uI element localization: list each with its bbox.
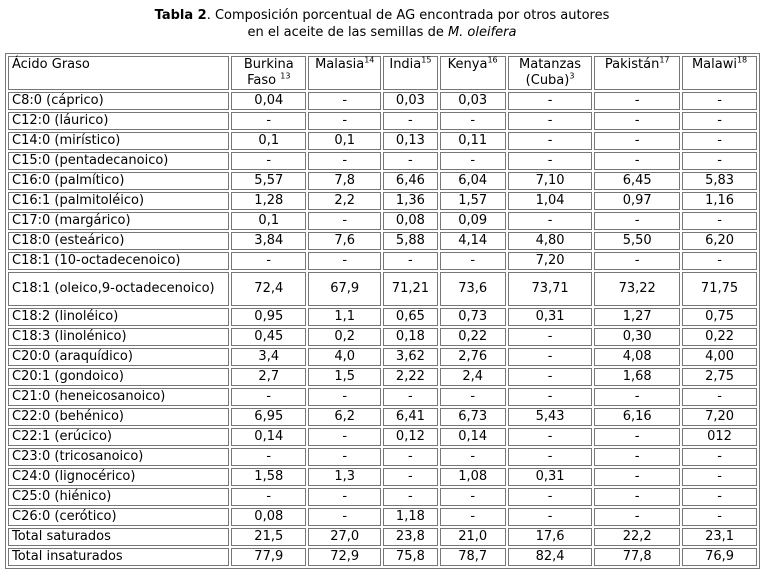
value-cell: 0,22 bbox=[682, 328, 757, 346]
value-cell: 6,16 bbox=[594, 408, 680, 426]
table-row bbox=[8, 528, 757, 546]
value-cell: 73,71 bbox=[508, 272, 593, 306]
value-cell: 73,22 bbox=[594, 272, 680, 306]
table-row bbox=[8, 232, 757, 250]
value-cell: 4,08 bbox=[594, 348, 680, 366]
value-cell: - bbox=[383, 448, 437, 466]
value-cell: - bbox=[508, 212, 593, 230]
value-cell: - bbox=[508, 348, 593, 366]
value-cell: - bbox=[383, 388, 437, 406]
table-row bbox=[8, 92, 757, 110]
value-cell: 1,58 bbox=[231, 468, 306, 486]
value-cell: - bbox=[308, 448, 381, 466]
value-cell: 71,75 bbox=[682, 272, 757, 306]
value-cell: 0,22 bbox=[440, 328, 506, 346]
value-cell: 0,12 bbox=[383, 428, 437, 446]
table-row bbox=[8, 428, 757, 446]
value-cell: 0,30 bbox=[594, 328, 680, 346]
value-cell: 23,1 bbox=[682, 528, 757, 546]
header-cuba-label: (Cuba) bbox=[525, 73, 570, 88]
value-cell: 4,00 bbox=[682, 348, 757, 366]
fatty-acid-name-cell: C17:0 (margárico) bbox=[8, 212, 229, 230]
table-row bbox=[8, 252, 757, 270]
value-cell: 72,4 bbox=[231, 272, 306, 306]
value-cell: - bbox=[308, 212, 381, 230]
value-cell: 1,28 bbox=[231, 192, 306, 210]
value-cell: - bbox=[594, 388, 680, 406]
value-cell: 6,45 bbox=[594, 172, 680, 190]
value-cell: - bbox=[508, 368, 593, 386]
value-cell: 5,57 bbox=[231, 172, 306, 190]
header-burkina-label: Burkina bbox=[243, 57, 294, 72]
value-cell: - bbox=[594, 132, 680, 150]
value-cell: - bbox=[508, 152, 593, 170]
value-cell: - bbox=[440, 448, 506, 466]
header-fatty-acid-label: Ácido Graso bbox=[12, 57, 90, 72]
value-cell: - bbox=[682, 388, 757, 406]
fatty-acid-name-cell: C21:0 (heneicosanoico) bbox=[8, 388, 229, 406]
value-cell: 1,08 bbox=[440, 468, 506, 486]
value-cell: - bbox=[682, 508, 757, 526]
value-cell: 21,0 bbox=[440, 528, 506, 546]
value-cell: - bbox=[682, 132, 757, 150]
header-kenya-ref: 16 bbox=[487, 55, 498, 65]
value-cell: - bbox=[383, 468, 437, 486]
header-kenya bbox=[440, 56, 506, 90]
fatty-acid-name-cell: C23:0 (tricosanoico) bbox=[8, 448, 229, 466]
fatty-acid-name-cell: C24:0 (lignocérico) bbox=[8, 468, 229, 486]
value-cell: - bbox=[508, 508, 593, 526]
value-cell: 0,03 bbox=[383, 92, 437, 110]
caption-text: . Composición porcentual de AG encontrada por otros autores bbox=[206, 8, 610, 23]
value-cell: 0,75 bbox=[682, 308, 757, 326]
fatty-acid-name-cell: Total insaturados bbox=[8, 548, 229, 566]
value-cell: - bbox=[508, 328, 593, 346]
value-cell: - bbox=[508, 112, 593, 130]
table-row bbox=[8, 488, 757, 506]
fatty-acid-name-cell: C15:0 (pentadecanoico) bbox=[8, 152, 229, 170]
value-cell: - bbox=[440, 112, 506, 130]
table-row bbox=[8, 272, 757, 306]
header-burkina-ref: 13 bbox=[280, 71, 291, 81]
fatty-acid-name-cell: C18:1 (10-octadecenoico) bbox=[8, 252, 229, 270]
header-india-label: India bbox=[389, 57, 422, 72]
fatty-acid-name-cell: C22:1 (erúcico) bbox=[8, 428, 229, 446]
header-kenya-label: Kenya bbox=[447, 57, 488, 72]
value-cell: 0,1 bbox=[231, 212, 306, 230]
fatty-acid-name-cell: C14:0 (mirístico) bbox=[8, 132, 229, 150]
value-cell: 6,2 bbox=[308, 408, 381, 426]
value-cell: 2,22 bbox=[383, 368, 437, 386]
table-row bbox=[8, 388, 757, 406]
value-cell: 1,16 bbox=[682, 192, 757, 210]
value-cell: - bbox=[383, 152, 437, 170]
value-cell: 0,1 bbox=[231, 132, 306, 150]
value-cell: 2,76 bbox=[440, 348, 506, 366]
fatty-acid-name-cell: C18:1 (oleico,9-octadecenoico) bbox=[8, 272, 229, 306]
value-cell: - bbox=[440, 508, 506, 526]
value-cell: 75,8 bbox=[383, 548, 437, 566]
header-matanzas bbox=[508, 56, 593, 90]
value-cell: 7,20 bbox=[508, 252, 593, 270]
fatty-acid-table bbox=[5, 53, 760, 569]
value-cell: - bbox=[308, 92, 381, 110]
value-cell: - bbox=[594, 488, 680, 506]
value-cell: - bbox=[594, 252, 680, 270]
header-malawi-ref: 18 bbox=[736, 55, 748, 65]
value-cell: 1,68 bbox=[594, 368, 680, 386]
value-cell: - bbox=[231, 488, 306, 506]
table-row bbox=[8, 192, 757, 210]
fatty-acid-name-cell: C18:3 (linolénico) bbox=[8, 328, 229, 346]
value-cell: 0,14 bbox=[440, 428, 506, 446]
value-cell: 17,6 bbox=[508, 528, 593, 546]
fatty-acid-name-cell: C25:0 (hiénico) bbox=[8, 488, 229, 506]
table-caption bbox=[0, 0, 764, 38]
value-cell: 2,7 bbox=[231, 368, 306, 386]
value-cell: 67,9 bbox=[308, 272, 381, 306]
value-cell: - bbox=[508, 488, 593, 506]
value-cell: 6,46 bbox=[383, 172, 437, 190]
value-cell: 7,6 bbox=[308, 232, 381, 250]
value-cell: 0,31 bbox=[508, 308, 593, 326]
value-cell: - bbox=[682, 468, 757, 486]
value-cell: - bbox=[308, 252, 381, 270]
value-cell: - bbox=[594, 468, 680, 486]
header-matanzas-label: Matanzas bbox=[519, 57, 582, 72]
header-pakistan-ref: 17 bbox=[659, 55, 670, 65]
table-row bbox=[8, 328, 757, 346]
fatty-acid-name-cell: C12:0 (láurico) bbox=[8, 112, 229, 130]
value-cell: 5,43 bbox=[508, 408, 593, 426]
value-cell: - bbox=[308, 152, 381, 170]
value-cell: 0,09 bbox=[440, 212, 506, 230]
value-cell: 2,4 bbox=[440, 368, 506, 386]
value-cell: - bbox=[508, 388, 593, 406]
value-cell: - bbox=[594, 428, 680, 446]
value-cell: 1,36 bbox=[383, 192, 437, 210]
caption-line2-text: en el aceite de las semillas de bbox=[247, 25, 448, 40]
header-india-ref: 15 bbox=[421, 55, 432, 65]
table-row bbox=[8, 212, 757, 230]
value-cell: - bbox=[231, 388, 306, 406]
value-cell: - bbox=[682, 212, 757, 230]
value-cell: - bbox=[308, 428, 381, 446]
value-cell: - bbox=[308, 508, 381, 526]
value-cell: - bbox=[508, 428, 593, 446]
value-cell: - bbox=[594, 152, 680, 170]
header-matanzas-ref: 3 bbox=[569, 71, 575, 81]
value-cell: - bbox=[383, 252, 437, 270]
value-cell: - bbox=[594, 112, 680, 130]
value-cell: 6,73 bbox=[440, 408, 506, 426]
table-row bbox=[8, 132, 757, 150]
value-cell: - bbox=[682, 92, 757, 110]
header-burkina-faso bbox=[231, 56, 306, 90]
value-cell: 0,1 bbox=[308, 132, 381, 150]
value-cell: 0,95 bbox=[231, 308, 306, 326]
value-cell: 77,9 bbox=[231, 548, 306, 566]
table-row bbox=[8, 408, 757, 426]
caption-line-1 bbox=[0, 7, 764, 24]
value-cell: 72,9 bbox=[308, 548, 381, 566]
table-row bbox=[8, 368, 757, 386]
fatty-acid-name-cell: C20:0 (araquídico) bbox=[8, 348, 229, 366]
value-cell: 012 bbox=[682, 428, 757, 446]
value-cell: - bbox=[231, 152, 306, 170]
value-cell: 0,97 bbox=[594, 192, 680, 210]
header-malasia-label: Malasia bbox=[315, 57, 365, 72]
header-malawi bbox=[682, 56, 757, 90]
header-india bbox=[383, 56, 437, 90]
value-cell: 6,95 bbox=[231, 408, 306, 426]
table-row bbox=[8, 468, 757, 486]
table-row bbox=[8, 308, 757, 326]
value-cell: 23,8 bbox=[383, 528, 437, 546]
value-cell: - bbox=[682, 112, 757, 130]
value-cell: 21,5 bbox=[231, 528, 306, 546]
table-row bbox=[8, 152, 757, 170]
value-cell: 0,2 bbox=[308, 328, 381, 346]
value-cell: - bbox=[383, 112, 437, 130]
value-cell: - bbox=[308, 388, 381, 406]
value-cell: 0,08 bbox=[231, 508, 306, 526]
fatty-acid-name-cell: Total saturados bbox=[8, 528, 229, 546]
table-row bbox=[8, 112, 757, 130]
value-cell: 0,73 bbox=[440, 308, 506, 326]
fatty-acid-name-cell: C18:2 (linoléico) bbox=[8, 308, 229, 326]
caption-species: M. oleifera bbox=[447, 25, 517, 40]
value-cell: 27,0 bbox=[308, 528, 381, 546]
table-row bbox=[8, 172, 757, 190]
value-cell: - bbox=[682, 488, 757, 506]
table-row bbox=[8, 448, 757, 466]
value-cell: 4,80 bbox=[508, 232, 593, 250]
value-cell: 5,88 bbox=[383, 232, 437, 250]
header-faso-label: Faso bbox=[247, 73, 277, 88]
value-cell: 1,1 bbox=[308, 308, 381, 326]
value-cell: 5,83 bbox=[682, 172, 757, 190]
value-cell: 2,2 bbox=[308, 192, 381, 210]
value-cell: 3,4 bbox=[231, 348, 306, 366]
value-cell: - bbox=[594, 508, 680, 526]
fatty-acid-name-cell: C16:1 (palmitoléico) bbox=[8, 192, 229, 210]
fatty-acid-name-cell: C22:0 (behénico) bbox=[8, 408, 229, 426]
value-cell: 4,14 bbox=[440, 232, 506, 250]
header-pakistan bbox=[594, 56, 680, 90]
value-cell: - bbox=[508, 92, 593, 110]
value-cell: 3,62 bbox=[383, 348, 437, 366]
value-cell: 6,20 bbox=[682, 232, 757, 250]
fatty-acid-name-cell: C26:0 (cerótico) bbox=[8, 508, 229, 526]
value-cell: 1,27 bbox=[594, 308, 680, 326]
value-cell: 0,65 bbox=[383, 308, 437, 326]
value-cell: 0,04 bbox=[231, 92, 306, 110]
table-row bbox=[8, 548, 757, 566]
value-cell: 0,31 bbox=[508, 468, 593, 486]
value-cell: - bbox=[231, 448, 306, 466]
value-cell: - bbox=[594, 92, 680, 110]
table-header-row bbox=[8, 56, 757, 90]
value-cell: 0,08 bbox=[383, 212, 437, 230]
table-row bbox=[8, 508, 757, 526]
value-cell: 0,14 bbox=[231, 428, 306, 446]
fatty-acid-name-cell: C20:1 (gondoico) bbox=[8, 368, 229, 386]
value-cell: 1,18 bbox=[383, 508, 437, 526]
value-cell: 6,04 bbox=[440, 172, 506, 190]
value-cell: 71,21 bbox=[383, 272, 437, 306]
value-cell: 1,3 bbox=[308, 468, 381, 486]
value-cell: - bbox=[308, 112, 381, 130]
header-malawi-label: Malawi bbox=[691, 57, 737, 72]
value-cell: - bbox=[440, 388, 506, 406]
value-cell: 0,45 bbox=[231, 328, 306, 346]
value-cell: 77,8 bbox=[594, 548, 680, 566]
value-cell: - bbox=[682, 448, 757, 466]
value-cell: 6,41 bbox=[383, 408, 437, 426]
value-cell: - bbox=[383, 488, 437, 506]
value-cell: 76,9 bbox=[682, 548, 757, 566]
value-cell: - bbox=[440, 488, 506, 506]
value-cell: - bbox=[508, 132, 593, 150]
value-cell: 7,8 bbox=[308, 172, 381, 190]
fatty-acid-name-cell: C16:0 (palmítico) bbox=[8, 172, 229, 190]
table-body bbox=[8, 56, 757, 566]
value-cell: 0,13 bbox=[383, 132, 437, 150]
value-cell: 7,20 bbox=[682, 408, 757, 426]
table-row bbox=[8, 348, 757, 366]
fatty-acid-name-cell: C8:0 (cáprico) bbox=[8, 92, 229, 110]
value-cell: - bbox=[594, 212, 680, 230]
value-cell: - bbox=[231, 252, 306, 270]
caption-label: Tabla 2 bbox=[154, 8, 207, 23]
value-cell: - bbox=[308, 488, 381, 506]
value-cell: 4,0 bbox=[308, 348, 381, 366]
value-cell: 1,04 bbox=[508, 192, 593, 210]
value-cell: 1,57 bbox=[440, 192, 506, 210]
value-cell: - bbox=[682, 252, 757, 270]
value-cell: 22,2 bbox=[594, 528, 680, 546]
value-cell: 73,6 bbox=[440, 272, 506, 306]
header-pakistan-label: Pakistán bbox=[604, 57, 660, 72]
value-cell: 1,5 bbox=[308, 368, 381, 386]
value-cell: - bbox=[682, 152, 757, 170]
value-cell: 0,03 bbox=[440, 92, 506, 110]
value-cell: 7,10 bbox=[508, 172, 593, 190]
value-cell: 3,84 bbox=[231, 232, 306, 250]
value-cell: - bbox=[594, 448, 680, 466]
value-cell: - bbox=[440, 152, 506, 170]
value-cell: 78,7 bbox=[440, 548, 506, 566]
header-malasia-ref: 14 bbox=[364, 55, 375, 65]
header-fatty-acid bbox=[8, 56, 229, 90]
value-cell: - bbox=[231, 112, 306, 130]
fatty-acid-name-cell: C18:0 (esteárico) bbox=[8, 232, 229, 250]
value-cell: 0,11 bbox=[440, 132, 506, 150]
value-cell: - bbox=[508, 448, 593, 466]
header-malasia bbox=[308, 56, 381, 90]
caption-line-2 bbox=[0, 24, 764, 41]
value-cell: - bbox=[440, 252, 506, 270]
value-cell: 82,4 bbox=[508, 548, 593, 566]
value-cell: 5,50 bbox=[594, 232, 680, 250]
value-cell: 0,18 bbox=[383, 328, 437, 346]
value-cell: 2,75 bbox=[682, 368, 757, 386]
